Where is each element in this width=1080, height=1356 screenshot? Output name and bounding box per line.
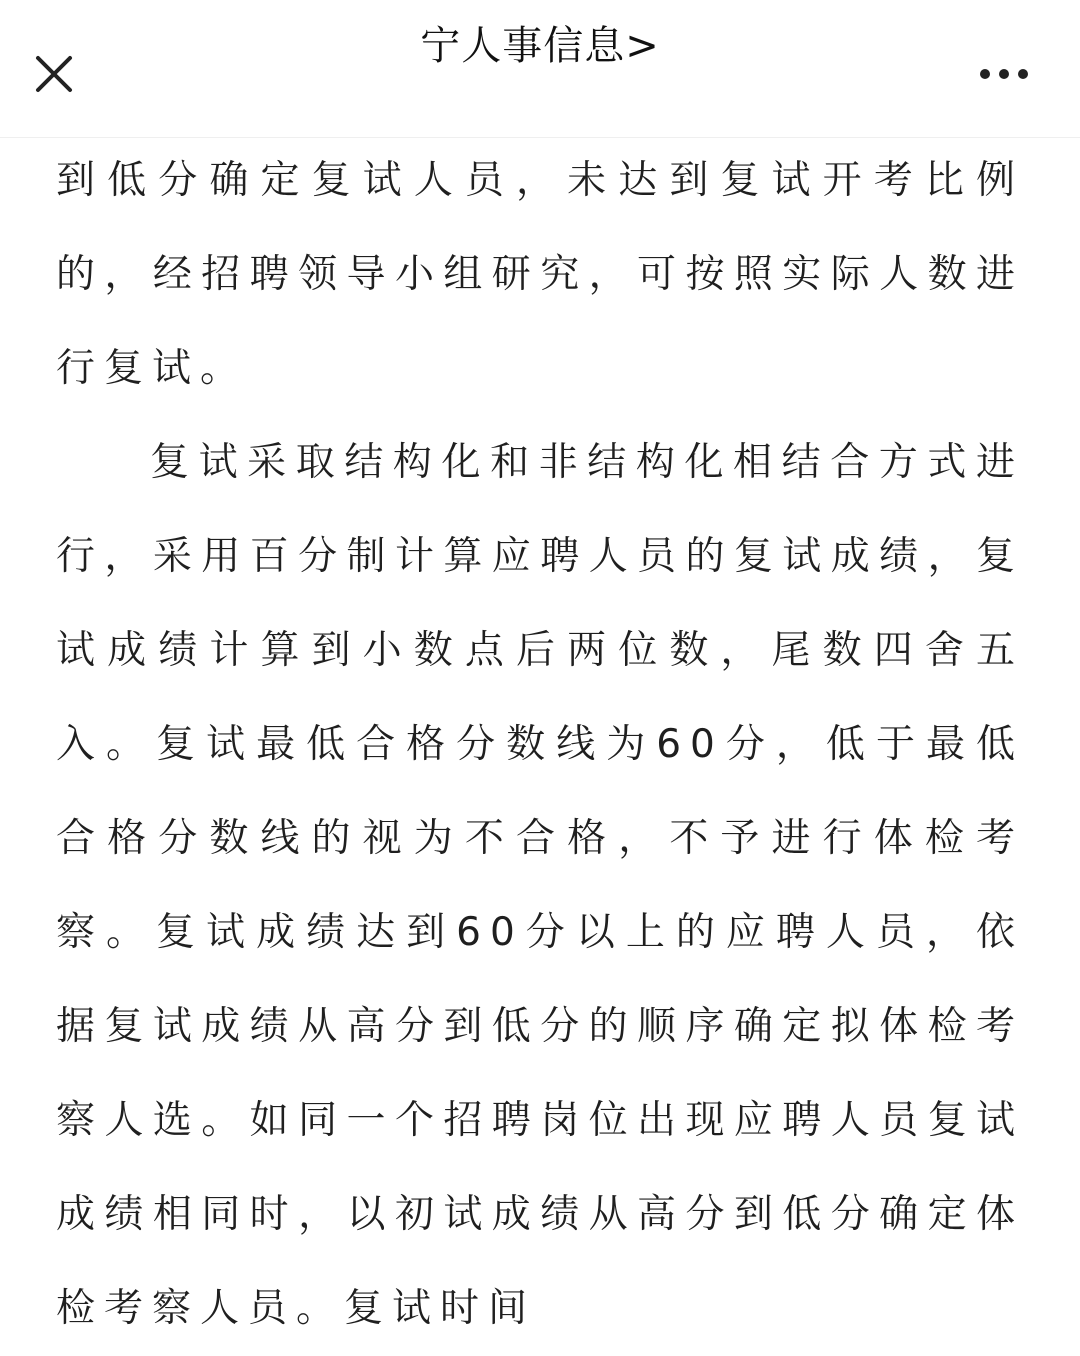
- account-name-link[interactable]: 宁人事信息>: [420, 23, 660, 69]
- more-icon: [976, 56, 1036, 92]
- article-paragraph: 复试采取结构化和非结构化相结合方式进行，采用百分制计算应聘人员的复试成绩，复试成绩计算到小数点后两位数，尾数四舍五入。复试最低合格分数线为60分，低于最低合格分数线的视为不合格，不予进行体检考察。复试成绩达到60分以上的应聘人员，依据复试成绩从高分到低分的顺序确定拟体检考察人选。如同一个招聘岗位出现应聘人员复试成绩相同时，以初试成绩从高分到低分确定体检考察人员。复试时间: [56, 440, 1024, 1331]
- top-bar: [0, 0, 1080, 138]
- account-title: [0, 16, 1080, 76]
- article-paragraph: 到低分确定复试人员，未达到复试开考比例的，经招聘领导小组研究，可按照实际人数进行复试。: [56, 158, 1024, 391]
- more-button[interactable]: [976, 56, 1036, 92]
- article-content: [56, 134, 1024, 1356]
